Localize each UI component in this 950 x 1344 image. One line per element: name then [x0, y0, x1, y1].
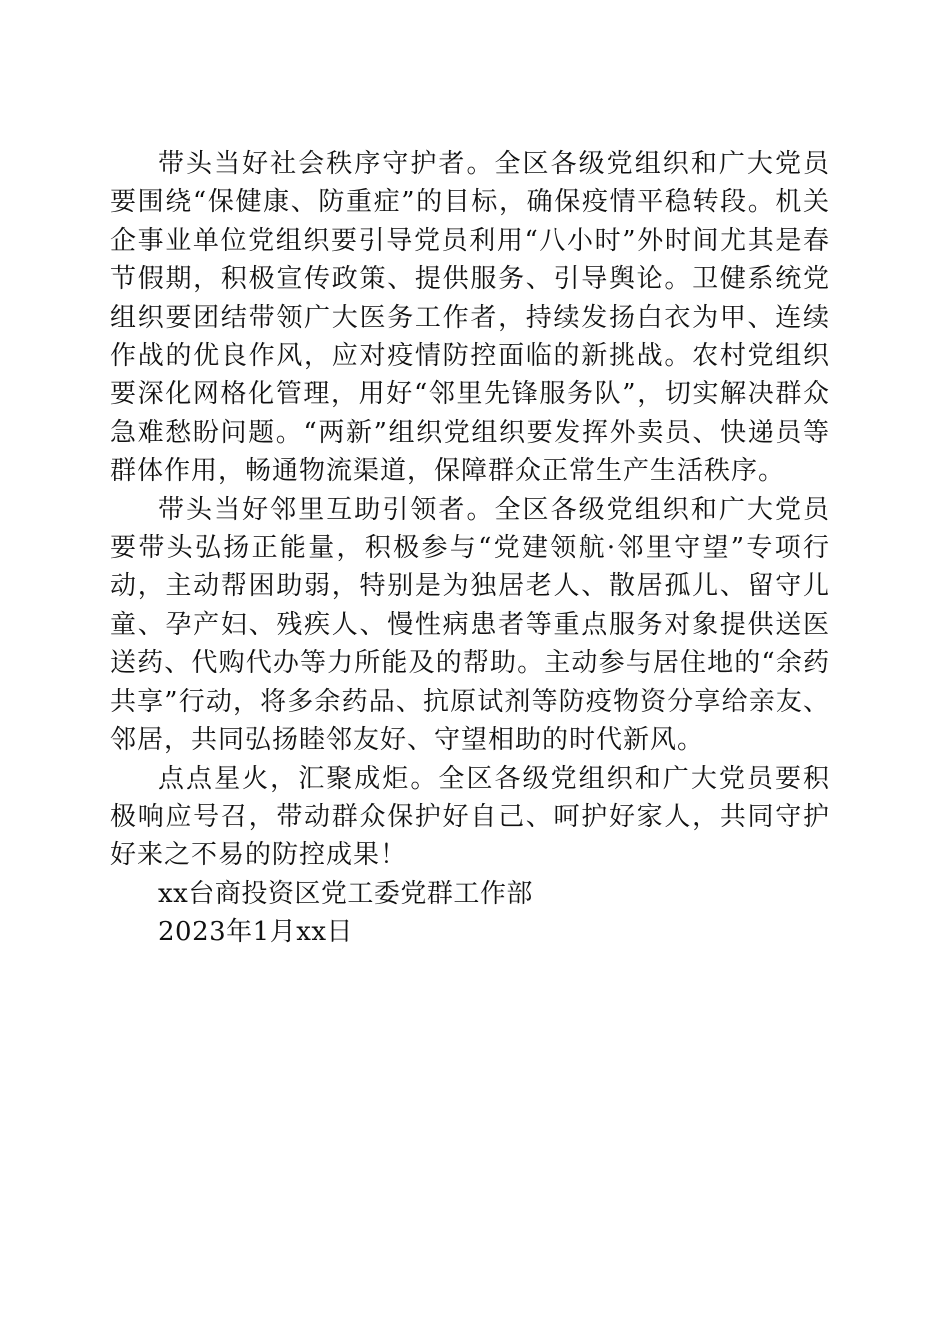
paragraph-neighbor-help: 带头当好邻里互助引领者。全区各级党组织和广大党员要带头弘扬正能量，积极参与“党建领航·邻里守望”专项行动，主动帮困助弱，特别是为独居老人、散居孤儿、留守儿童、孕产妇、残疾人、慢性病患者等重点服务对象提供送医送药、代购代办等力所能及的帮助。主动参与居住地的“余药共享”行动，将多余药品、抗原试剂等防疫物资分享给亲友、邻居，共同弘扬睦邻友好、守望相助的时代新风。 — [110, 494, 830, 756]
paragraph-closing: 点点星火，汇聚成炬。全区各级党组织和广大党员要积极响应号召，带动群众保护好自己、呵护好家人，共同守护好来之不易的防控成果！ — [110, 763, 830, 871]
signature-date: 2023年1月xx日 — [158, 917, 354, 948]
document-body — [110, 145, 830, 952]
paragraph-social-order: 带头当好社会秩序守护者。全区各级党组织和广大党员要围绕“保健康、防重症”的目标，确保疫情平稳转段。机关企事业单位党组织要引导党员利用“八小时”外时间尤其是春节假期，积极宣传政策、提供服务、引导舆论。卫健系统党组织要团结带领广大医务工作者，持续发扬白衣为甲、连续作战的优良作风，应对疫情防控面临的新挑战。农村党组织要深化网格化管理，用好“邻里先锋服务队”，切实解决群众急难愁盼问题。“两新”组织党组织要发挥外卖员、快递员等群体作用，畅通物流渠道，保障群众正常生产生活秩序。 — [110, 149, 830, 487]
signature-organization: xx台商投资区党工委党群工作部 — [158, 878, 533, 909]
